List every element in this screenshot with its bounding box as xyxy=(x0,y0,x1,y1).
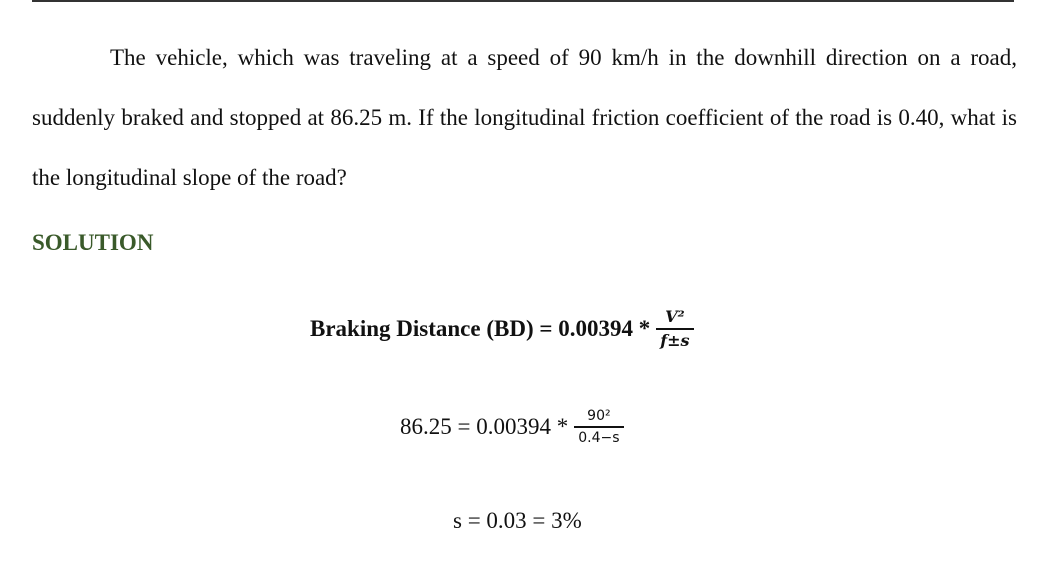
substitution-lhs: 86.25 = 0.00394 * xyxy=(400,413,569,439)
substitution-equation xyxy=(400,408,624,446)
substitution-denominator: 0.4−s xyxy=(578,429,620,446)
problem-statement: The vehicle, which was traveling at a speed of 90 km/h in the downhill direction on a road, suddenly braked and stopped at 86.25 m. If the longitudinal friction coefficient of the road is 0.40, what is the longitudinal slope of the road? xyxy=(32,45,1017,190)
fraction-bar xyxy=(656,328,693,330)
result-equation: s = 0.03 = 3% xyxy=(453,508,582,533)
formula-denominator: f±s xyxy=(660,330,690,350)
formula-numerator: V² xyxy=(665,307,685,326)
braking-distance-formula xyxy=(310,308,694,350)
substitution-fraction xyxy=(574,408,623,446)
substitution-numerator: 90² xyxy=(587,408,611,424)
top-rule xyxy=(32,0,1014,2)
solution-heading: SOLUTION xyxy=(32,230,154,255)
formula-lhs: Braking Distance (BD) = 0.00394 * xyxy=(310,316,651,342)
formula-fraction xyxy=(656,308,693,350)
fraction-bar xyxy=(574,426,623,428)
